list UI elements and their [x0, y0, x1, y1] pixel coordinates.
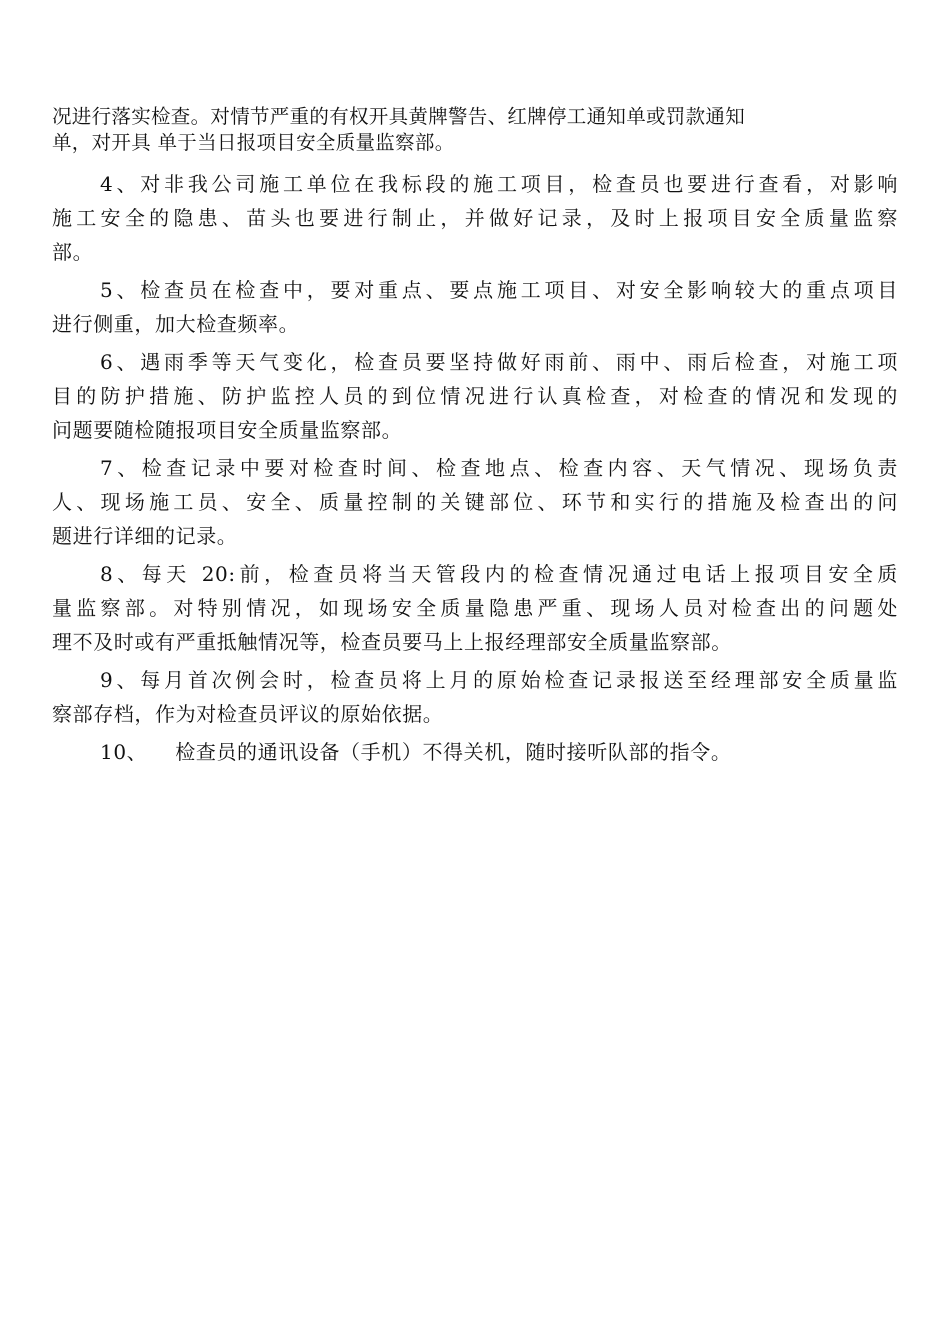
text-line: 题进行详细的记录。: [52, 524, 238, 548]
text-line: 8、每天 20:前，检查员将当天管段内的检查情况通过电话上报项目安全质: [100, 562, 898, 586]
text-line: 9、每月首次例会时，检查员将上月的原始检查记录报送至经理部安全质量监: [100, 668, 898, 692]
list-item-9: [52, 663, 898, 731]
text-line: 施工安全的隐患、苗头也要进行制止，并做好记录，及时上报项目安全质量监察: [52, 206, 898, 230]
list-item-6: [52, 345, 898, 447]
text-line: 问题要随检随报项目安全质量监察部。: [52, 418, 403, 442]
text-line: 人、现场施工员、安全、质量控制的关键部位、环节和实行的措施及检查出的问: [52, 490, 898, 514]
text-line: [52, 735, 898, 769]
text-line: 目的防护措施、防护监控人员的到位情况进行认真检查，对检查的情况和发现的: [52, 384, 898, 408]
text-line: 察部存档，作为对检查员评议的原始依据。: [52, 702, 444, 726]
item-text: 检查员的通讯设备（手机）不得关机，随时接听队部的指令。: [175, 740, 732, 764]
list-item-7: [52, 451, 898, 553]
list-item-4: [52, 167, 898, 269]
continued-paragraph: [52, 104, 902, 156]
text-line: 7、检查记录中要对检查时间、检查地点、检查内容、天气情况、现场负责: [100, 456, 898, 480]
text-line: 量监察部。对特别情况，如现场安全质量隐患严重、现场人员对检查出的问题处: [52, 596, 898, 620]
list-item-5: [52, 273, 898, 341]
text-line: 6、遇雨季等天气变化，检查员要坚持做好雨前、雨中、雨后检查，对施工项: [100, 350, 898, 374]
numbered-list: [52, 167, 898, 773]
text-line: 部。: [52, 240, 94, 264]
item-number: 10、: [100, 740, 148, 764]
text-line: 进行侧重，加大检查频率。: [52, 312, 300, 336]
text-line: 4、对非我公司施工单位在我标段的施工项目，检查员也要进行查看，对影响: [100, 172, 898, 196]
list-item-8: [52, 557, 898, 659]
text-line: 单，对开具 单于当日报项目安全质量监察部。: [52, 131, 455, 154]
text-line: 况进行落实检查。对情节严重的有权开具黄牌警告、红牌停工通知单或罚款通知: [52, 105, 746, 128]
list-item-10: [52, 735, 898, 769]
text-line: 理不及时或有严重抵触情况等，检查员要马上上报经理部安全质量监察部。: [52, 630, 732, 654]
text-line: 5、检查员在检查中，要对重点、要点施工项目、对安全影响较大的重点项目: [100, 278, 898, 302]
